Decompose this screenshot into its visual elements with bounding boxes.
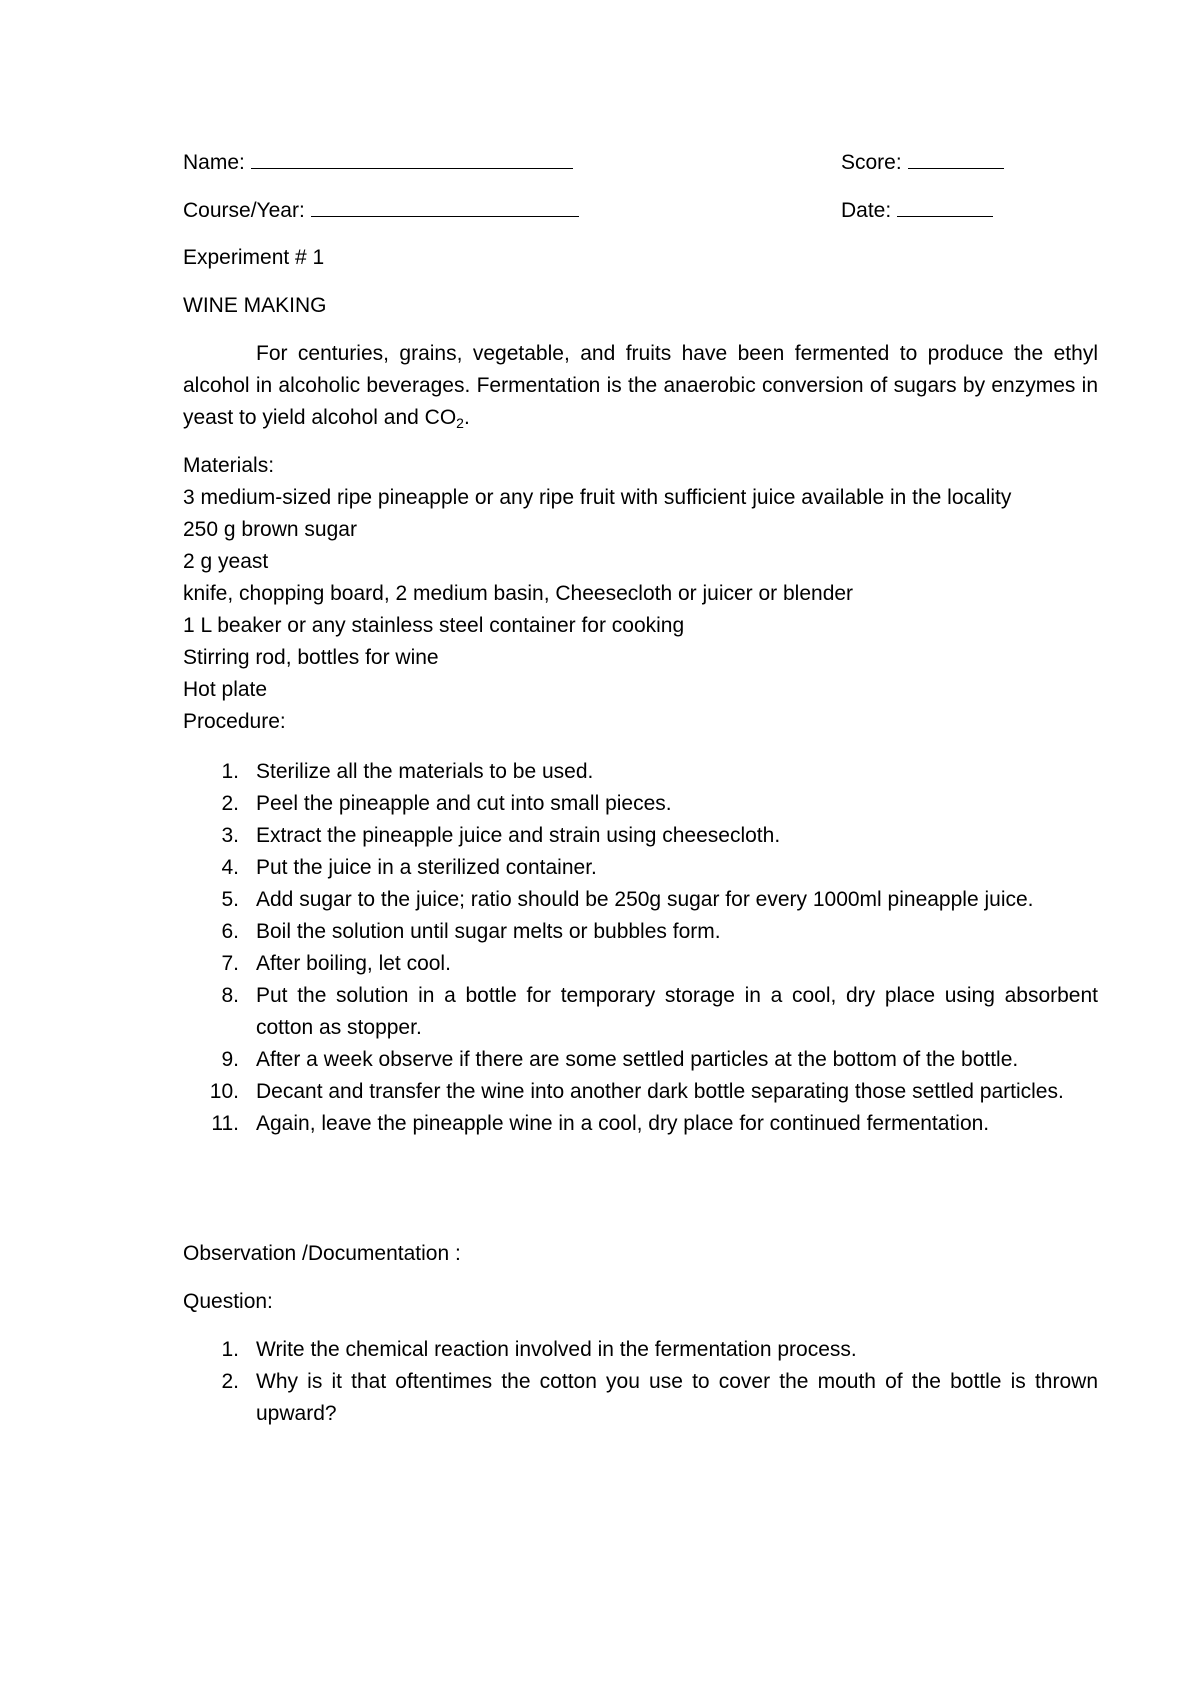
step-text: Sterilize all the materials to be used. <box>256 760 594 783</box>
material-item: 1 L beaker or any stainless steel container for cooking <box>183 614 685 637</box>
material-item: Stirring rod, bottles for wine <box>183 646 439 669</box>
step-number: 5. <box>221 888 239 911</box>
header-row-1 <box>183 146 1098 178</box>
material-item: knife, chopping board, 2 medium basin, Cheesecloth or juicer or blender <box>183 582 854 605</box>
material-item: 2 g yeast <box>183 550 269 573</box>
intro-end: . <box>463 406 470 429</box>
procedure-step <box>183 884 1098 916</box>
procedure-list <box>183 756 1098 1140</box>
step-text: Put the solution in a bottle for temporary storage in a cool, dry place using absorbent cotton as stopper. <box>256 984 1098 1039</box>
question-item <box>183 1334 1098 1366</box>
step-text: After boiling, let cool. <box>256 952 451 975</box>
procedure-step <box>183 756 1098 788</box>
intro-subscript: 2 <box>456 415 464 431</box>
step-number: 8. <box>221 984 239 1007</box>
step-number: 6. <box>221 920 239 943</box>
question-text: Write the chemical reaction involved in the fermentation process. <box>256 1338 857 1361</box>
date-field <box>841 194 993 227</box>
step-number: 7. <box>221 952 239 975</box>
step-text: Decant and transfer the wine into another dark bottle separating those settled particles. <box>256 1080 1064 1103</box>
procedure-step <box>183 852 1098 884</box>
material-item: 250 g brown sugar <box>183 518 357 541</box>
materials-list <box>183 482 1098 706</box>
step-text: Extract the pineapple juice and strain using cheesecloth. <box>256 824 781 847</box>
date-blank <box>897 194 993 217</box>
score-label: Score: <box>841 151 902 174</box>
materials-section <box>183 450 1098 738</box>
procedure-step <box>183 916 1098 948</box>
course-label: Course/Year: <box>183 199 305 222</box>
observation-heading: Observation /Documentation : <box>183 1242 461 1265</box>
step-text: Boil the solution until sugar melts or bubbles form. <box>256 920 721 943</box>
experiment-number: Experiment # 1 <box>183 246 325 269</box>
date-label: Date: <box>841 199 892 222</box>
intro-paragraph <box>183 338 1098 434</box>
experiment-title: WINE MAKING <box>183 294 327 317</box>
name-field <box>183 146 573 179</box>
questions-heading: Question: <box>183 1290 273 1313</box>
course-blank <box>311 194 579 217</box>
step-text: Put the juice in a sterilized container. <box>256 856 597 879</box>
procedure-step <box>183 948 1098 980</box>
procedure-step <box>183 1076 1098 1108</box>
step-number: 4. <box>221 856 239 879</box>
step-text: Add sugar to the juice; ratio should be 250g sugar for every 1000ml pineapple juice. <box>256 888 1034 911</box>
materials-heading: Materials: <box>183 454 275 477</box>
step-number: 11. <box>211 1112 239 1135</box>
name-label: Name: <box>183 151 245 174</box>
step-text: After a week observe if there are some settled particles at the bottom of the bottle. <box>256 1048 1019 1071</box>
procedure-heading: Procedure: <box>183 710 286 733</box>
procedure-step <box>183 820 1098 852</box>
question-item <box>183 1366 1098 1430</box>
material-item: Hot plate <box>183 678 268 701</box>
question-text: Why is it that oftentimes the cotton you use to cover the mouth of the bottle is thrown upward? <box>256 1370 1098 1425</box>
step-number: 10. <box>209 1080 239 1103</box>
questions-list <box>183 1334 1098 1430</box>
step-number: 1. <box>221 760 239 783</box>
questions-section <box>183 1334 1098 1430</box>
procedure-step <box>183 980 1098 1044</box>
score-field <box>841 146 1004 179</box>
step-number: 3. <box>221 824 239 847</box>
score-blank <box>908 146 1004 169</box>
procedure-step <box>183 1108 1098 1140</box>
intro-text: For centuries, grains, vegetable, and fruits have been fermented to produce the ethyl alcohol in alcoholic beverages. Fermentation is the anaerobic conversion of sugars by enzymes in yeast to yield alcohol and CO <box>183 342 1098 429</box>
question-number: 1. <box>221 1338 239 1361</box>
course-field <box>183 194 579 227</box>
step-number: 2. <box>221 792 239 815</box>
procedure-step <box>183 788 1098 820</box>
step-text: Again, leave the pineapple wine in a cool, dry place for continued fermentation. <box>256 1112 990 1135</box>
name-blank <box>251 146 573 169</box>
procedure-section <box>183 756 1098 1140</box>
procedure-step <box>183 1044 1098 1076</box>
step-number: 9. <box>221 1048 239 1071</box>
step-text: Peel the pineapple and cut into small pieces. <box>256 792 672 815</box>
question-number: 2. <box>221 1370 239 1393</box>
header-row-2 <box>183 194 1098 226</box>
material-item: 3 medium-sized ripe pineapple or any ripe fruit with sufficient juice available in the locality <box>183 486 1012 509</box>
